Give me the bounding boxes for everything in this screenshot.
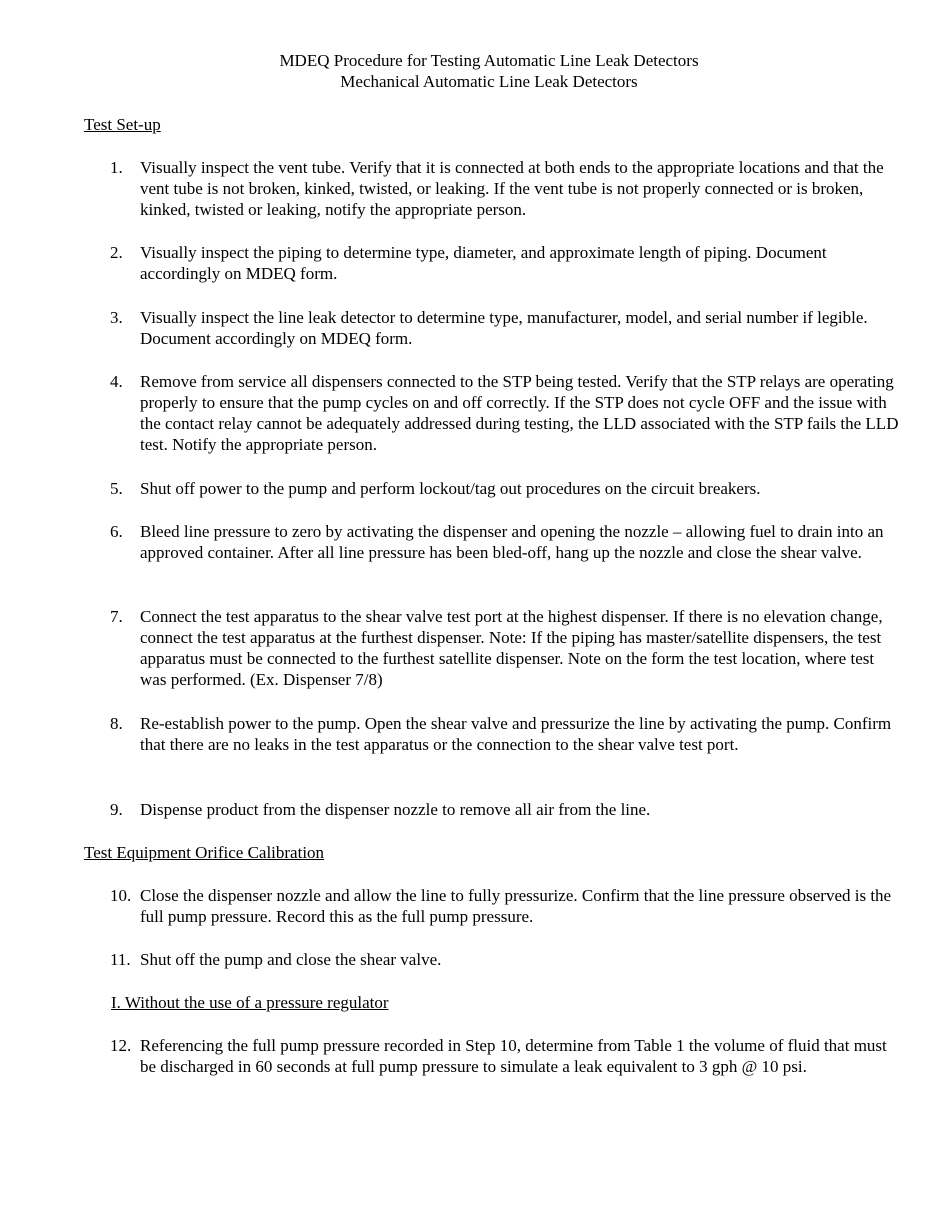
list-item-step-4 (110, 371, 900, 455)
step-text: Visually inspect the line leak detector to determine type, manufacturer, model, and serial number if legible. Document accordingly on MDEQ form. (140, 308, 868, 348)
title-line-1: MDEQ Procedure for Testing Automatic Line Leak Detectors (279, 51, 699, 70)
list-item-step-12 (110, 1035, 900, 1077)
step-number: 11. (110, 950, 131, 969)
step-text: Shut off the pump and close the shear valve. (140, 950, 442, 969)
step-text: Visually inspect the piping to determine type, diameter, and approximate length of piping. Document accordingly on MDEQ form. (140, 243, 827, 283)
list-item-step-1 (110, 157, 900, 220)
step-text: Remove from service all dispensers connected to the STP being tested. Verify that the STP relays are operating properly to ensure that the pump cycles on and off correctly. If the STP does not cycle OFF and the issue with the contact relay cannot be adequately addressed during testing, the LLD associated with the STP fails the LLD test. Notify the appropriate person. (140, 372, 899, 454)
step-text: Bleed line pressure to zero by activating the dispenser and opening the nozzle – allowing fuel to drain into an approved container. After all line pressure has been bled-off, hang up the nozzle and close the shear valve. (140, 522, 884, 562)
list-item-step-10 (110, 885, 900, 927)
title-line-2: Mechanical Automatic Line Leak Detectors (340, 72, 638, 91)
step-number: 3. (110, 308, 123, 327)
section-heading-test-setup: Test Set-up (84, 115, 161, 134)
list-item-step-2 (110, 242, 900, 284)
step-number: 10. (110, 886, 132, 905)
step-text: Shut off power to the pump and perform lockout/tag out procedures on the circuit breakers. (140, 479, 761, 498)
list-item-step-8 (110, 713, 900, 755)
step-text: Referencing the full pump pressure recorded in Step 10, determine from Table 1 the volume of fluid that must be discharged in 60 seconds at full pump pressure to simulate a leak equivalent to 3 gph @ 10 psi. (140, 1036, 887, 1076)
step-number: 5. (110, 479, 123, 498)
section-heading-orifice-calibration: Test Equipment Orifice Calibration (84, 843, 325, 862)
list-item-step-9 (110, 799, 900, 820)
step-number: 12. (110, 1036, 132, 1055)
step-number: 9. (110, 800, 123, 819)
document-title (0, 50, 950, 92)
step-text: Re-establish power to the pump. Open the shear valve and pressurize the line by activating the pump. Confirm that there are no leaks in the test apparatus or the connection to the shear valve test port. (140, 714, 892, 754)
list-item-step-6 (110, 521, 900, 563)
step-text: Visually inspect the vent tube. Verify that it is connected at both ends to the appropriate locations and that the vent tube is not broken, kinked, twisted, or leaking. If the vent tube is not properly connected or is broken, kinked, twisted or leaking, notify the appropriate person. (140, 158, 884, 219)
step-text: Dispense product from the dispenser nozzle to remove all air from the line. (140, 800, 651, 819)
list-item-step-11 (110, 949, 900, 970)
subsection-heading-without-regulator: I. Without the use of a pressure regulator (111, 993, 389, 1012)
step-text: Close the dispenser nozzle and allow the line to fully pressurize. Confirm that the line pressure observed is the full pump pressure. Record this as the full pump pressure. (140, 886, 892, 926)
step-number: 6. (110, 522, 123, 541)
step-number: 4. (110, 372, 123, 391)
step-number: 2. (110, 243, 123, 262)
list-item-step-3 (110, 307, 900, 349)
step-number: 1. (110, 158, 123, 177)
list-item-step-7 (110, 606, 900, 690)
step-number: 7. (110, 607, 123, 626)
step-text: Connect the test apparatus to the shear valve test port at the highest dispenser. If there is no elevation change, connect the test apparatus at the furthest dispenser. Note: If the piping has master/satellite dispensers, the test apparatus must be connected to the furthest satellite dispenser. Note on the form the test location, where test was performed. (Ex. Dispenser 7/8) (140, 607, 883, 689)
step-number: 8. (110, 714, 123, 733)
list-item-step-5 (110, 478, 900, 499)
